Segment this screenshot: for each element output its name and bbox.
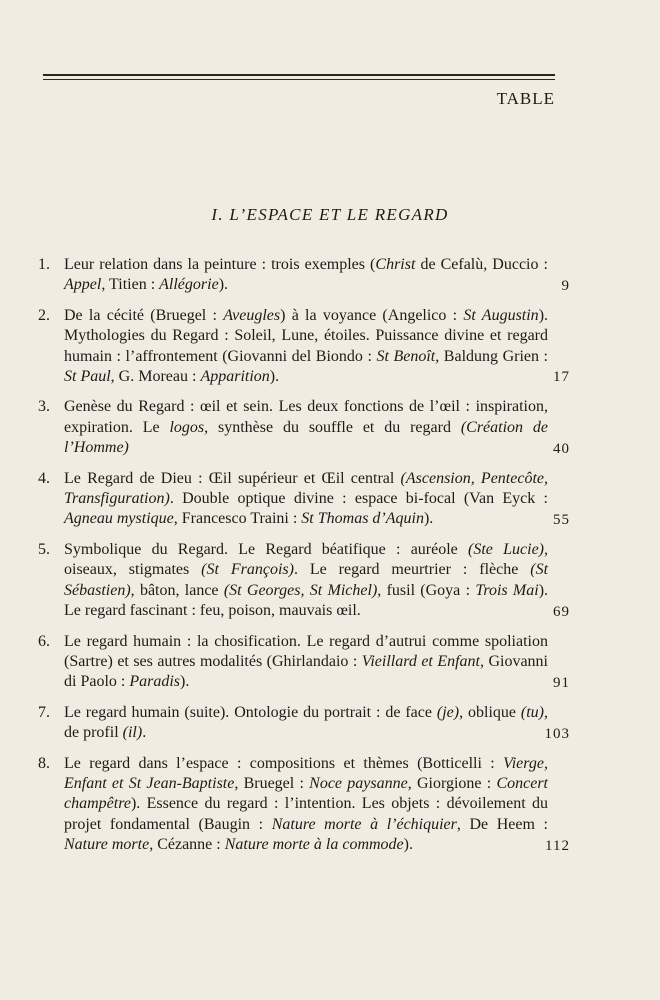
entry-text-segment: , oblique: [459, 703, 521, 721]
entry-text-segment: , Francesco Traini :: [173, 510, 302, 528]
italic-title: Aveugles: [223, 306, 281, 324]
entry-text-segment: , Giovanni di Paolo :: [64, 652, 549, 691]
entry-text-segment: ).: [269, 368, 280, 386]
entry-text-segment: , synthèse du souffle et du regard: [204, 418, 461, 436]
page-number: 17: [553, 369, 570, 386]
entry-text-segment: ).: [423, 510, 434, 528]
entry-text-segment: Le Regard de Dieu : Œil supérieur et Œil central: [64, 469, 401, 487]
page-number: 103: [544, 725, 570, 742]
header-rule-thin: [43, 79, 555, 80]
entry-text: [64, 540, 548, 622]
toc-entry: [38, 540, 570, 622]
italic-title: St Paul: [64, 368, 111, 386]
entry-text-segment: ).: [218, 276, 229, 294]
entry-text-segment: , Giorgione :: [407, 774, 497, 792]
italic-title: Nature morte: [64, 836, 150, 854]
entry-text-segment: Genèse du Regard : œil et sein. Les deux fonctions de l’œil : inspiration, expiration. Le: [64, 398, 548, 436]
toc-entry: [38, 397, 570, 458]
italic-title: Nature morte à l’échiquier: [271, 815, 457, 833]
italic-title: St Augustin: [463, 306, 539, 324]
entry-text: [64, 306, 548, 388]
entry-text-segment: , Baldung Grien :: [435, 347, 549, 365]
entry-number: 1.: [38, 256, 50, 273]
italic-title: Agneau mystique: [64, 510, 174, 528]
entry-text: [64, 703, 548, 744]
entry-number: 2.: [38, 306, 50, 324]
entry-text-segment: Le regard dans l’espace : compositions et thèmes (Botticelli :: [64, 754, 504, 772]
toc-entry: [38, 632, 570, 693]
entry-text-segment: Le regard humain (suite). Ontologie du portrait : de face: [64, 703, 437, 721]
entry-text-segment: , de profil: [64, 703, 548, 742]
entry-text-segment: , fusil (Goya :: [377, 581, 476, 599]
entry-text: [64, 754, 548, 856]
italic-title: Noce paysanne: [309, 774, 408, 792]
italic-title: Nature morte à la commode: [224, 836, 404, 854]
italic-title: logos: [169, 418, 205, 436]
toc-entry: [38, 469, 570, 530]
page-number: 55: [553, 511, 570, 528]
entry-text-segment: ). Essence du regard : l’intention. Les objets : dévoilement du projet fondamental (Baugin :: [64, 795, 548, 833]
header-rule-thick: [43, 74, 555, 76]
toc-entry: [38, 255, 570, 296]
toc-entries: [38, 255, 570, 866]
entry-text-segment: , De Heem :: [456, 815, 549, 833]
italic-title: St Thomas d’Aquin: [301, 510, 424, 528]
entry-text: [64, 397, 548, 458]
entry-text-segment: ).: [180, 673, 190, 691]
italic-title: Vierge, Enfant et St Jean-Baptiste,: [64, 754, 548, 792]
italic-title: Appel: [64, 276, 102, 294]
entry-number: 5.: [38, 540, 50, 558]
italic-title: Concert champêtre: [64, 774, 548, 813]
entry-text-segment: Leur relation dans la peinture : trois exemples (: [64, 256, 376, 273]
italic-title: Allégorie: [159, 276, 219, 294]
italic-title: Vieillard et Enfant: [361, 652, 480, 670]
entry-text: [64, 469, 548, 530]
running-header: TABLE: [496, 89, 555, 108]
italic-title: Trois Mai: [475, 581, 539, 599]
page-number: 69: [553, 603, 570, 620]
italic-title: Apparition: [200, 368, 270, 386]
entry-number: 4.: [38, 469, 50, 487]
entry-text-segment: Le regard humain : la chosification. Le regard d’autrui comme spoliation (Sartre) et ses autres modalités (Ghirlandaio :: [64, 632, 548, 670]
toc-entry: [38, 306, 570, 388]
entry-text-segment: . Le regard meurtrier : flèche: [293, 561, 531, 579]
italic-title: (Ste Lucie): [468, 540, 545, 558]
entry-number: 8.: [38, 754, 50, 772]
toc-entry: [38, 703, 570, 744]
entry-text-segment: Symbolique du Regard. Le Regard béatifique : auréole: [64, 540, 469, 558]
entry-text-segment: , G. Moreau :: [110, 368, 201, 386]
italic-title: (St François): [201, 561, 294, 579]
entry-text-segment: Bruegel :: [238, 774, 310, 792]
italic-title: (Ascension, Pentecôte, Transfiguration): [64, 469, 549, 508]
entry-text-segment: de Cefalù, Duccio :: [415, 256, 548, 273]
toc-entry: [38, 754, 570, 856]
entry-text-segment: ). Le regard fascinant : feu, poison, mauvais œil.: [64, 581, 549, 620]
entry-text: [64, 255, 548, 296]
page-number: 40: [553, 440, 570, 457]
entry-text-segment: . Double optique divine : espace bi-focal (Van Eyck :: [169, 490, 548, 508]
italic-title: (St Sébastien): [64, 561, 549, 599]
entry-number: 3.: [38, 398, 50, 416]
entry-number: 7.: [38, 703, 50, 721]
entry-text-segment: , Cézanne :: [149, 836, 225, 854]
entry-text-segment: ) à la voyance (Angelico :: [280, 306, 464, 324]
entry-text: [64, 632, 548, 693]
entry-text-segment: ).: [403, 836, 413, 854]
italic-title: St Benoît: [376, 347, 436, 365]
page-number: 9: [561, 277, 570, 294]
entry-number: 6.: [38, 632, 50, 650]
entry-text-segment: ). Mythologies du Regard : Soleil, Lune, étoiles. Puissance divine et regard humain : l’affrontement (Giovanni del Biondo :: [64, 306, 549, 365]
italic-title: (St Georges, St Michel): [223, 581, 378, 599]
section-title: I. L’ESPACE ET LE REGARD: [211, 205, 449, 224]
entry-text-segment: De la cécité (Bruegel :: [64, 306, 224, 324]
italic-title: Paradis: [129, 673, 181, 691]
italic-title: (je): [436, 703, 460, 721]
page-number: 112: [545, 837, 570, 854]
italic-title: (Création de l’Homme): [64, 418, 548, 457]
page-number: 91: [553, 674, 570, 691]
italic-title: Christ: [375, 256, 416, 273]
italic-title: (il): [122, 724, 143, 742]
entry-text-segment: .: [142, 724, 147, 742]
entry-text-segment: , oiseaux, stigmates: [64, 540, 549, 579]
italic-title: (tu): [520, 703, 544, 721]
entry-text-segment: , bâton, lance: [130, 581, 224, 599]
entry-text-segment: , Titien :: [101, 276, 160, 294]
